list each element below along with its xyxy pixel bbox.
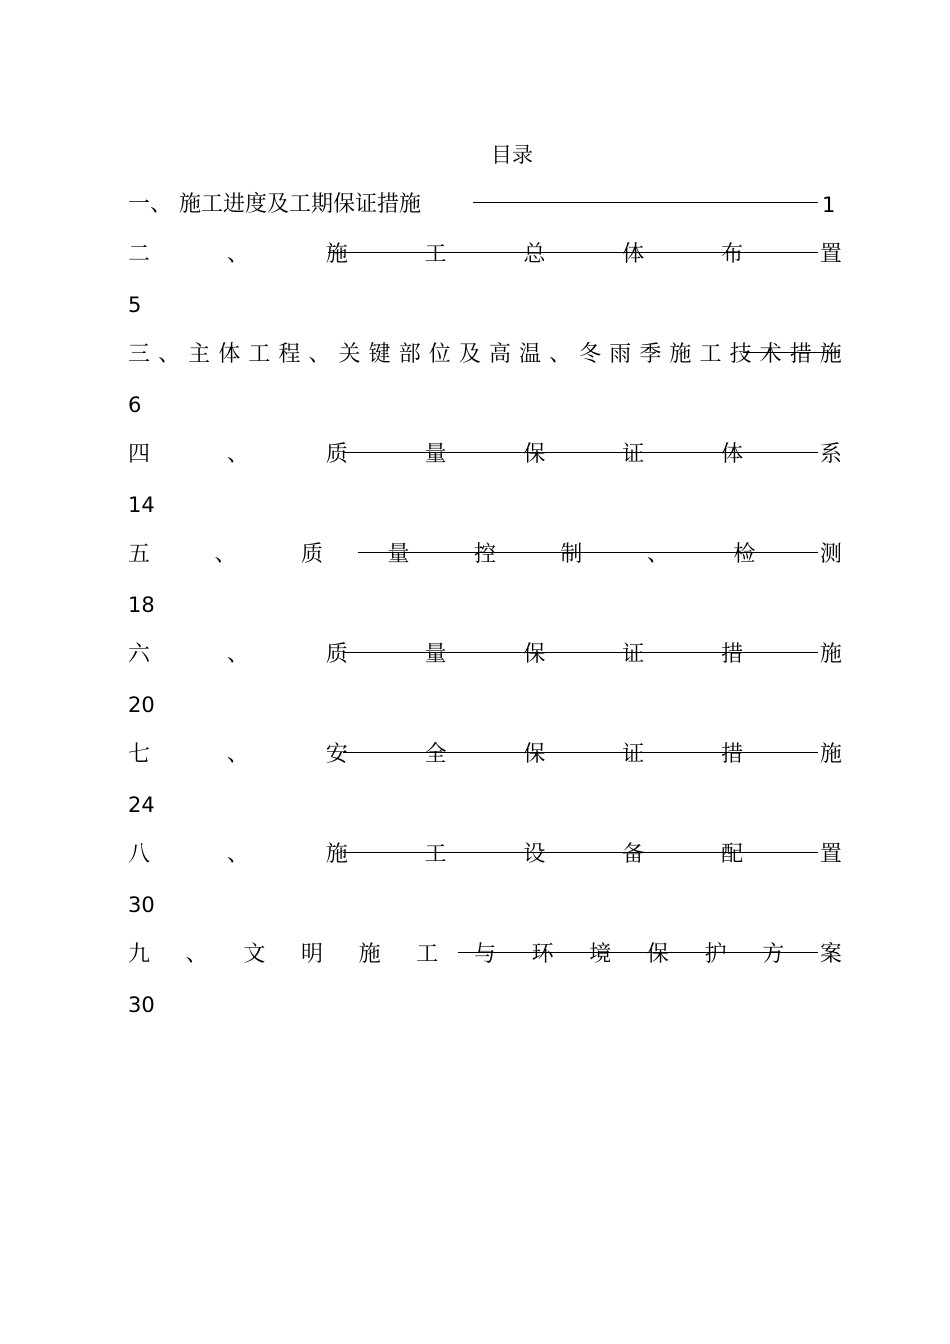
toc-leader-line xyxy=(343,652,818,653)
toc-entry-title: 七 、 安 全 保 证 措 施 xyxy=(128,742,842,767)
toc-leader-line xyxy=(343,752,818,753)
toc-page-number: 14 xyxy=(128,493,155,517)
toc-entry[interactable] xyxy=(128,640,842,740)
toc-leader-line xyxy=(328,252,818,253)
toc-entry-title: 四 、 质 量 保 证 体 系 xyxy=(128,442,842,467)
toc-entry-title: 二 、 施 工 总 体 布 置 xyxy=(128,242,842,267)
table-of-contents xyxy=(128,190,842,1040)
toc-leader-line xyxy=(458,952,818,953)
toc-leader-line xyxy=(743,352,840,353)
toc-page-number: 6 xyxy=(128,393,142,417)
toc-page-number: 5 xyxy=(128,293,142,317)
toc-entry-title: 三 、 主 体 工 程 、 关 键 部 位 及 高 温 、 冬 雨 季 施 工 技 术 措 施 xyxy=(128,342,842,367)
toc-page-number: 18 xyxy=(128,593,155,617)
toc-entry[interactable] xyxy=(128,740,842,840)
toc-entry-title: 八 、 施 工 设 备 配 置 xyxy=(128,842,842,867)
toc-leader-line xyxy=(473,202,818,203)
toc-entry-title: 一、 施工进度及工期保证措施 xyxy=(128,192,421,217)
toc-page-number: 24 xyxy=(128,793,155,817)
toc-page-number: 30 xyxy=(128,893,155,917)
toc-entry[interactable] xyxy=(128,940,842,1040)
toc-entry[interactable] xyxy=(128,440,842,540)
toc-page-number: 30 xyxy=(128,993,155,1017)
toc-entry[interactable] xyxy=(128,840,842,940)
toc-entry[interactable] xyxy=(128,540,842,640)
toc-entry[interactable] xyxy=(128,190,842,240)
toc-leader-line xyxy=(343,852,818,853)
toc-entry[interactable] xyxy=(128,340,842,440)
toc-entry[interactable] xyxy=(128,240,842,340)
toc-entry-title: 五 、 质 量 控 制 、 检 测 xyxy=(128,542,842,567)
toc-page-number: 1 xyxy=(822,193,836,217)
toc-leader-line xyxy=(358,552,818,553)
toc-entry-title: 九 、 文 明 施 工 与 环 境 保 护 方 案 xyxy=(128,942,842,967)
toc-page-number: 20 xyxy=(128,693,155,717)
toc-entry-title: 六 、 质 量 保 证 措 施 xyxy=(128,642,842,667)
toc-leader-line xyxy=(343,452,818,453)
page-title: 目录 xyxy=(491,143,533,167)
